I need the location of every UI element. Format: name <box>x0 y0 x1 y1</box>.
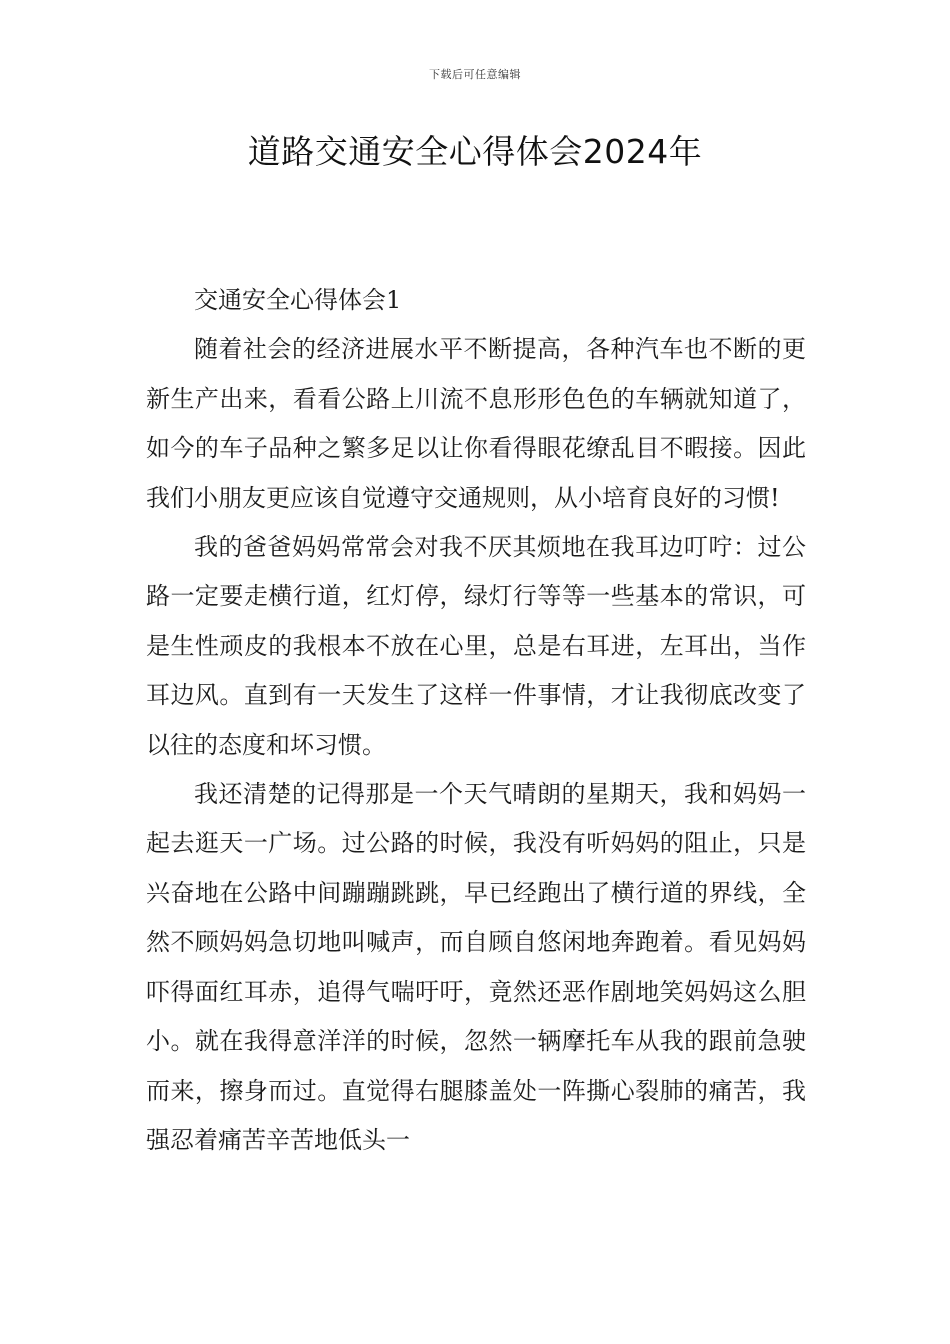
section-heading: 交通安全心得体会1 <box>194 286 402 314</box>
header-note: 下载后可任意编辑 <box>429 68 521 81</box>
paragraph: 我还清楚的记得那是一个天气晴朗的星期天，我和妈妈一起去逛天一广场。过公路的时候，我没有听妈妈的阻止，只是兴奋地在公路中间蹦蹦跳跳，早已经跑出了横行道的界线，全然不顾妈妈急切地叫喊声，而自顾自悠闲地奔跑着。看见妈妈吓得面红耳赤，追得气喘吁吁，竟然还恶作剧地笑妈妈这么胆小。就在我得意洋洋的时候，忽然一辆摩托车从我的跟前急驶而来，擦身而过。直觉得右腿膝盖处一阵撕心裂肺的痛苦，我强忍着痛苦辛苦地低头一 <box>146 780 806 1154</box>
document-body <box>146 276 806 1165</box>
paragraph: 随着社会的经济进展水平不断提高，各种汽车也不断的更新生产出来，看看公路上川流不息形形色色的车辆就知道了，如今的车子品种之繁多足以让你看得眼花缭乱目不暇接。因此我们小朋友更应该自觉遵守交通规则，从小培育良好的习惯! <box>146 335 806 512</box>
paragraph: 我的爸爸妈妈常常会对我不厌其烦地在我耳边叮咛：过公路一定要走横行道，红灯停，绿灯行等等一些基本的常识，可是生性顽皮的我根本不放在心里，总是右耳进，左耳出，当作耳边风。直到有一天发生了这样一件事情，才让我彻底改变了以往的态度和坏习惯。 <box>146 533 806 759</box>
document-title: 道路交通安全心得体会2024年 <box>247 132 703 171</box>
